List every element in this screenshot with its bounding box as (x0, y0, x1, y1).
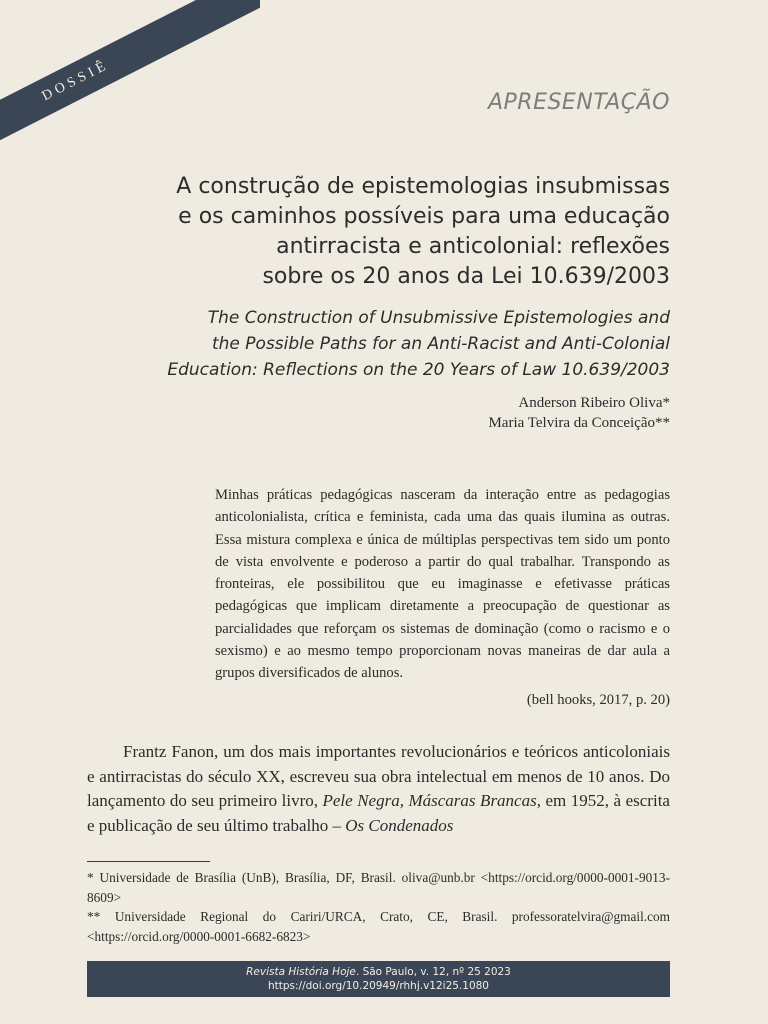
doi-link[interactable]: https://doi.org/10.20949/rhhj.v12i25.1080 (268, 980, 489, 992)
footnote-rule (87, 861, 210, 862)
title-line: sobre os 20 anos da Lei 10.639/2003 (262, 264, 670, 289)
footnotes (87, 868, 670, 946)
title-line: antirracista e anticolonial: reflexões (276, 234, 670, 259)
book-title: Pele Negra, Máscaras Brancas (322, 791, 537, 810)
article-subtitle (70, 305, 670, 383)
author: Maria Telvira da Conceição** (488, 415, 670, 431)
author: Anderson Ribeiro Oliva* (518, 395, 670, 411)
authors (488, 393, 670, 433)
epigraph: Minhas práticas pedagógicas nasceram da interação entre as pedagogias anticolonialista, crítica e feminista, cada uma das quais ilumina as outras. Essa mistura complexa e única de múltiplas perspectivas tem sido um ponto de vista envolvente e poderoso a partir do qual trabalhar. Transpondo as fronteiras, ele possibilitou que eu imaginasse e efetivasse práticas pedagógicas que implicam diretamente a preocupação de questionar as parcialidades que reforçam os sistemas de dominação (como o racismo e o sexismo) e ao mesmo tempo proporcionam novas maneiras de dar aula a grupos diversificados de alunos. (215, 487, 670, 682)
article-title (70, 172, 670, 292)
subtitle-line: Education: Reflections on the 20 Years of Law 10.639/2003 (167, 360, 670, 380)
journal-name: Revista História Hoje (246, 966, 356, 978)
ribbon-label: DOSSIÊ (0, 0, 260, 142)
footnote: * Universidade de Brasília (UnB), Brasília, DF, Brasil. oliva@unb.br <https://orcid.org/0000-0001-9013-8609> (87, 870, 670, 905)
journal-issue: . São Paulo, v. 12, nº 25 2023 (355, 966, 511, 978)
dossie-ribbon (0, 0, 260, 160)
book-title: Os Condenados (345, 815, 454, 835)
section-label: APRESENTAÇÃO (487, 90, 670, 115)
footnote: ** Universidade Regional do Cariri/URCA, Crato, CE, Brasil. professoratelvira@gmail.com <https://orcid.org/0000-0001-6682-6823> (87, 909, 670, 944)
subtitle-line: The Construction of Unsubmissive Epistemologies and (207, 308, 670, 328)
title-line: e os caminhos possíveis para uma educação (178, 204, 670, 229)
epigraph-citation: (bell hooks, 2017, p. 20) (526, 692, 670, 708)
title-line: A construção de epistemologias insubmissas (176, 174, 670, 199)
subtitle-line: the Possible Paths for an Anti-Racist and Anti-Colonial (211, 334, 670, 354)
journal-footer (87, 961, 670, 997)
paragraph: Frantz Fanon, um dos mais importantes revolucionários e teóricos anticoloniais e antirracistas do século XX, escreveu sua obra intelectual em menos de 10 anos. Do lançamento do seu primeiro livro, Pele Negra, Máscaras Brancas, em 1952, à escrita e publicação de seu último trabalho – Os Condenados (87, 742, 670, 835)
body-text (87, 740, 670, 838)
